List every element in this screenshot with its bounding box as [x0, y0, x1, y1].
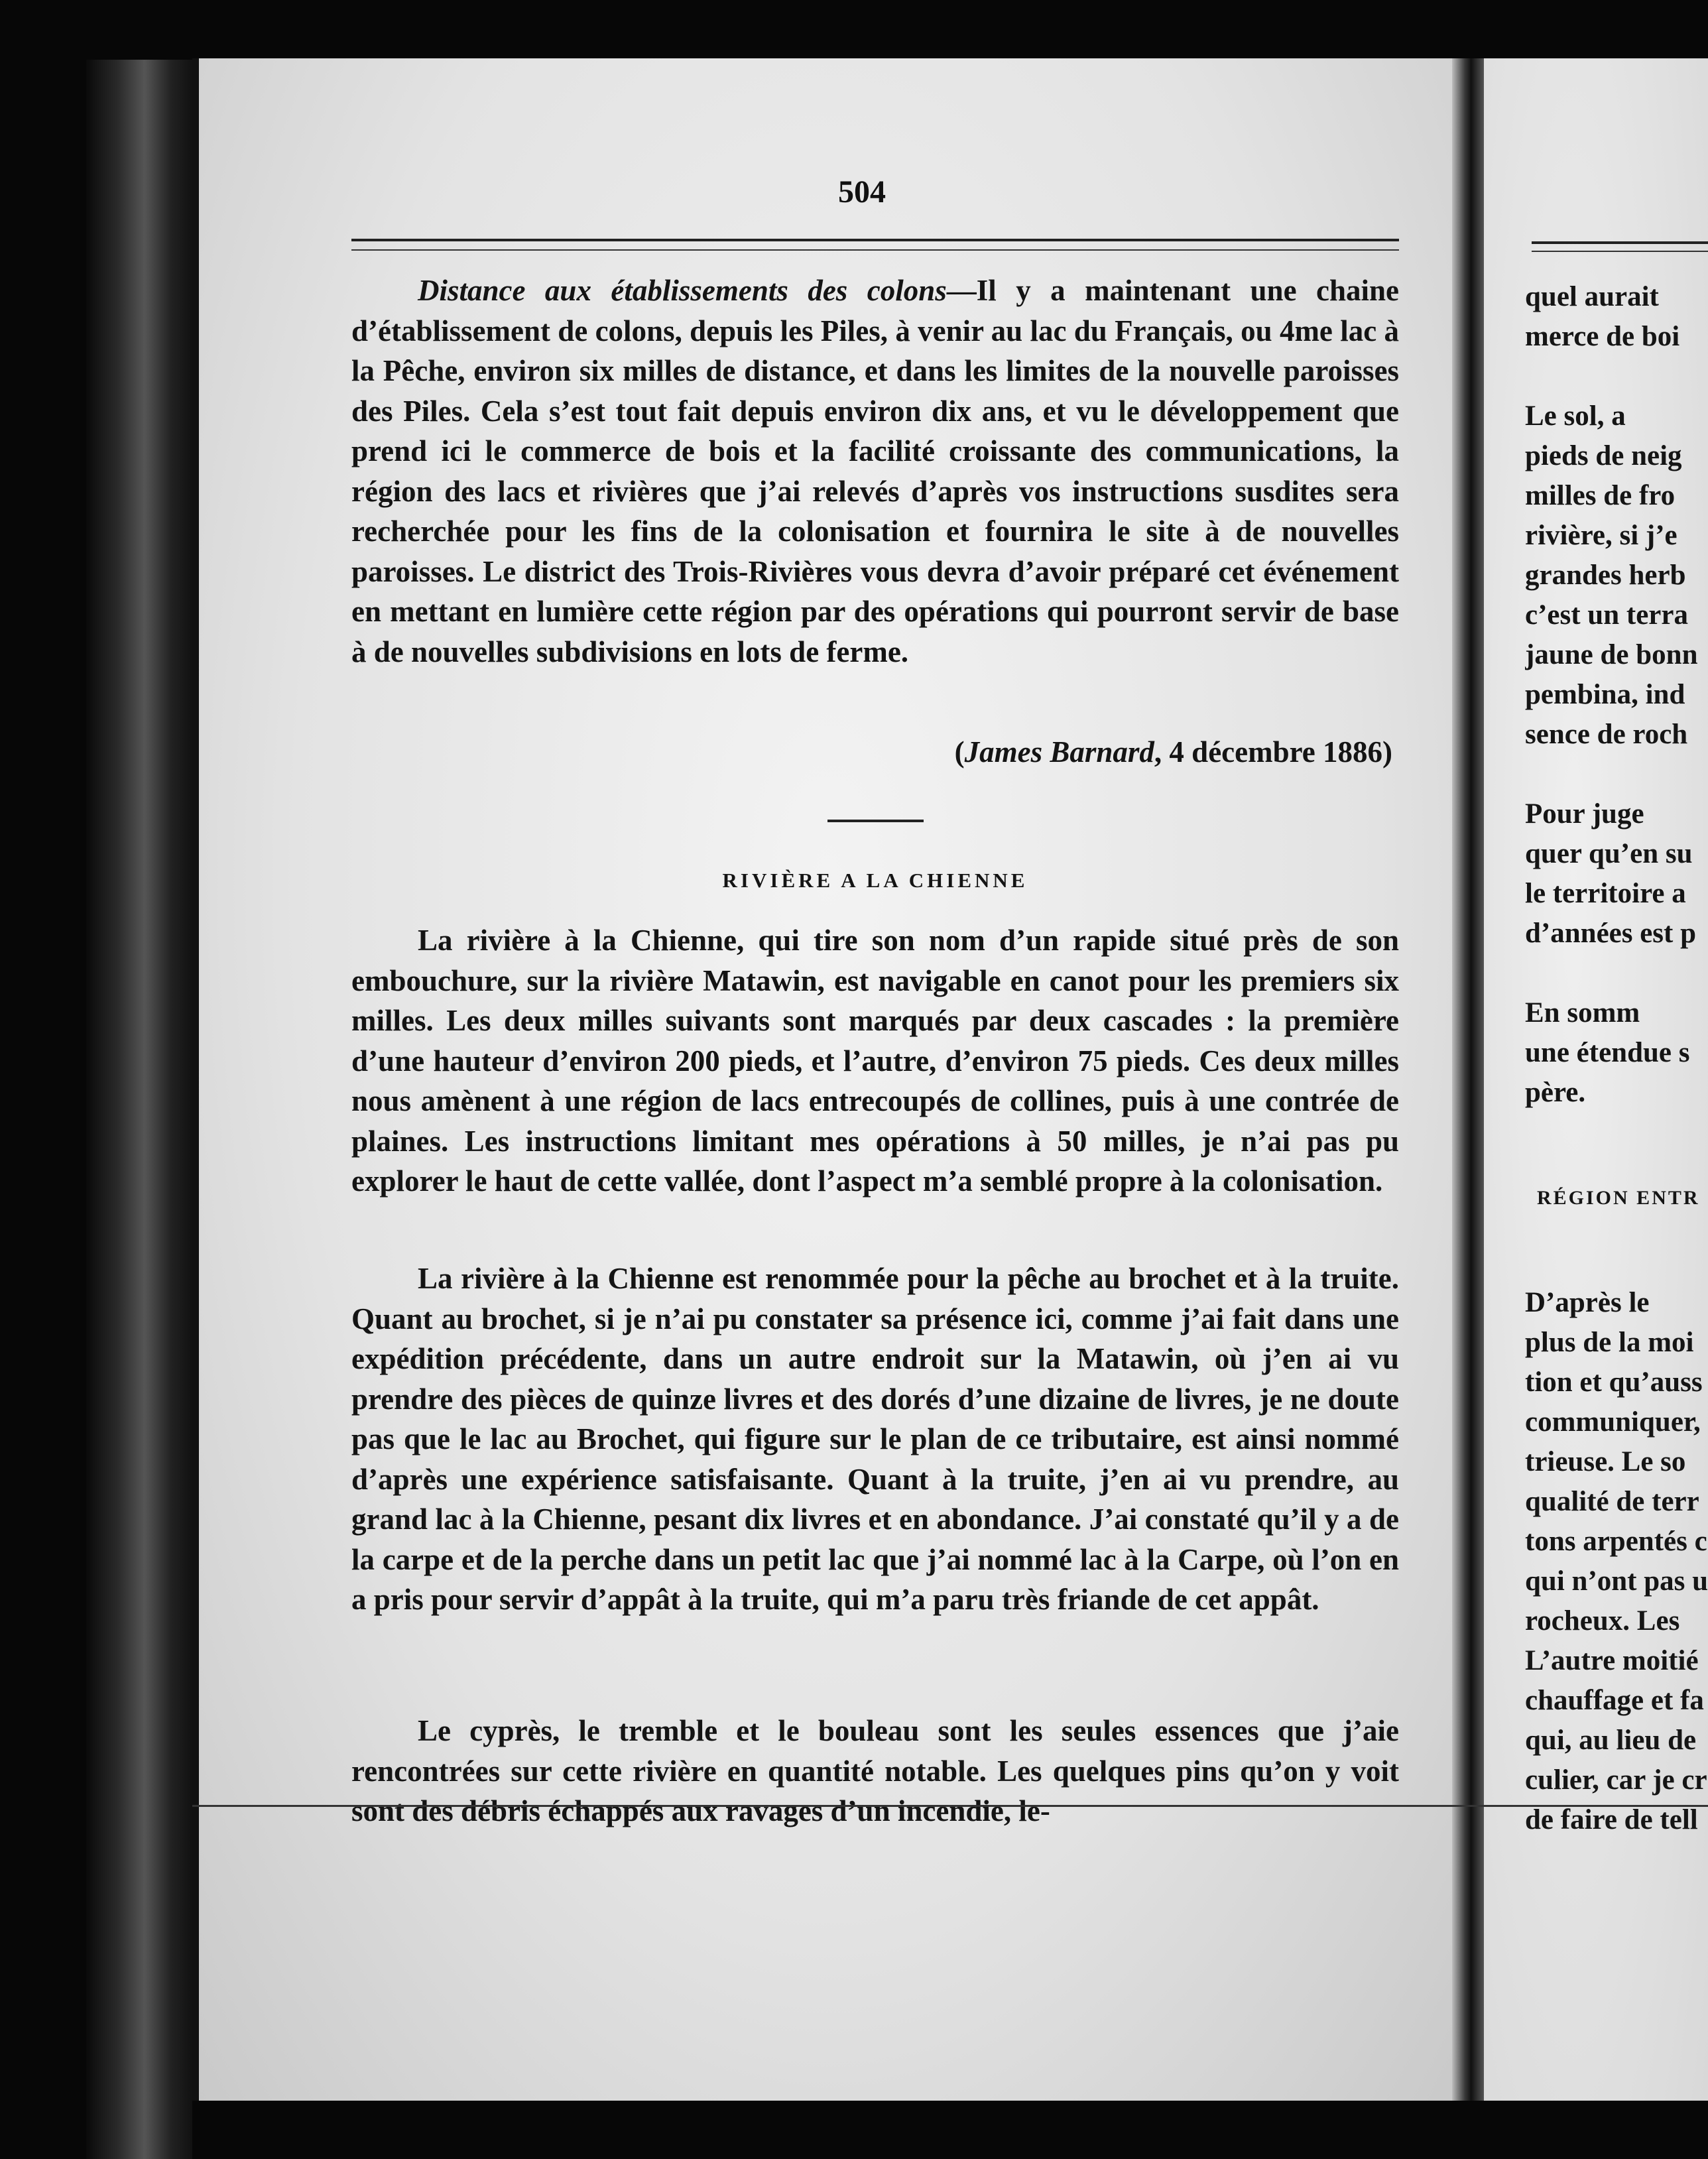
- right-line: chauffage et fa: [1525, 1685, 1704, 1716]
- right-line: quer qu’en su: [1525, 838, 1693, 869]
- right-line: [1525, 755, 1708, 794]
- right-line: En somm: [1525, 997, 1640, 1028]
- right-line: communiquer,: [1525, 1406, 1701, 1438]
- section-heading: RIVIÈRE A LA CHIENNE: [722, 869, 1028, 892]
- right-line: plus de la moi: [1525, 1327, 1694, 1358]
- right-line: père.: [1525, 1077, 1586, 1108]
- right-line: pembina, ind: [1525, 679, 1685, 710]
- right-line: d’années est p: [1525, 918, 1697, 949]
- right-line: de faire de tell: [1525, 1804, 1698, 1835]
- signature: [663, 735, 1392, 769]
- distance-heading: Distance aux établissements des colons: [418, 274, 947, 307]
- right-line: D’après le: [1525, 1287, 1650, 1318]
- signature-date: , 4 décembre 1886): [1154, 735, 1392, 769]
- right-header-rule: [1532, 241, 1708, 252]
- header-rule: [351, 239, 1399, 251]
- scan-crease-line: [192, 1805, 1708, 1807]
- signature-author: James Barnard: [964, 735, 1154, 769]
- right-line: tons arpentés c: [1525, 1526, 1707, 1557]
- right-line: sence de roch: [1525, 719, 1688, 750]
- paragraph-fishing: [351, 1259, 1399, 1620]
- right-line: pieds de neig: [1525, 440, 1682, 471]
- page-gutter: [1452, 58, 1484, 2101]
- right-line: une étendue s: [1525, 1037, 1690, 1068]
- right-line: le territoire a: [1525, 878, 1686, 909]
- right-line: merce de boi: [1525, 321, 1680, 352]
- right-section-heading: RÉGION ENTR: [1537, 1187, 1700, 1209]
- section-divider: [827, 820, 924, 822]
- right-line: grandes herb: [1525, 560, 1686, 591]
- right-line: c’est un terra: [1525, 599, 1688, 631]
- right-line: trieuse. Le so: [1525, 1446, 1686, 1477]
- right-line: qualité de terr: [1525, 1486, 1699, 1517]
- page-number: 504: [838, 174, 886, 210]
- right-line: qui, au lieu de: [1525, 1725, 1697, 1756]
- right-line: quel aurait: [1525, 281, 1659, 312]
- paragraph-navigation: [351, 920, 1399, 1202]
- paragraph-text: La rivière à la Chienne est renommée pour la pêche au brochet et à la truite. Quant au brochet, si je n’ai pu constater sa présence ici, comme j’ai fait dans une expédition précédente, dans un autre endroit sur la Matawin, où j’en ai vu prendre des pièces de quinze livres et des dorés d’une dizaine de livres, je ne doute pas que le lac au Brochet, qui figure sur le plan de ce tributaire, est ainsi nommé d’après une expérience satisfaisante. Quant à la truite, j’en ai vu prendre, au grand lac à la Chienne, pesant dix livres et en abondance. J’ai constaté qu’il y a de la carpe et de la perche dans un petit lac que j’ai nommé lac à la Carpe, où l’on en a pris pour servir d’appât à la truite, qui m’a paru très friande de cet appât.: [351, 1262, 1399, 1616]
- right-line: qui n’ont pas u: [1525, 1566, 1708, 1597]
- distance-paragraph: [351, 271, 1399, 672]
- right-line: [1525, 954, 1708, 993]
- right-line: [1525, 357, 1708, 397]
- paragraph-trees: [351, 1711, 1399, 1831]
- right-line: Pour juge: [1525, 798, 1644, 830]
- paragraph-text: Le cyprès, le tremble et le bouleau sont les seules essences que j’aie rencontrées sur cette rivière en quantité notable. Les quelques pins qu’on y voit sont des débris échappés aux ravages d’un incendie, le-: [351, 1714, 1399, 1827]
- right-line: milles de fro: [1525, 480, 1676, 511]
- signature-open: (: [954, 735, 965, 769]
- distance-text: —Il y a maintenant une chaine d’établissement de colons, depuis les Piles, à venir au lac du Français, ou 4me lac à la Pêche, environ six milles de distance, et dans les limites de la nouvelle paroisses des Piles. Cela s’est tout fait depuis environ dix ans, et vu le développement que prend ici le commerce de bois et la facilité croissante des communications, la région des lacs et rivières que j’ai relevés d’après vos instructions susdites sera recherchée pour les fins de la colonisation et fournira le site à de nouvelles paroisses. Le district des Trois-Rivières vous devra d’avoir préparé cet événement en mettant en lumière cette région par des opérations qui pourront servir de base à de nouvelles subdivisions en lots de ferme.: [351, 274, 1400, 668]
- right-line: L’autre moitié: [1525, 1645, 1699, 1676]
- paragraph-text: La rivière à la Chienne, qui tire son nom d’un rapide situé près de son embouchure, sur la rivière Matawin, est navigable en canot pour les premiers six milles. Les deux milles suivants sont marqués par deux cascades : la première d’une hauteur d’environ 200 pieds, et l’autre, d’environ 75 pieds. Ces deux milles nous amènent à une région de lacs entrecoupés de collines, puis à une contrée de plaines. Les instructions limitant mes opérations à 50 milles, je n’ai pas pu explorer le haut de cette vallée, dont l’aspect m’a semblé propre à la colonisation.: [351, 924, 1399, 1198]
- right-line: Le sol, a: [1525, 401, 1626, 432]
- right-line: tion et qu’auss: [1525, 1367, 1703, 1398]
- right-page-text-bottom: [1525, 1283, 1708, 1840]
- right-line: rivière, si j’e: [1525, 520, 1677, 551]
- right-page-text-top: [1525, 277, 1708, 1113]
- right-line: culier, car je cr: [1525, 1764, 1707, 1796]
- film-edge: [86, 60, 192, 2159]
- right-line: rocheux. Les: [1525, 1605, 1680, 1636]
- right-line: jaune de bonn: [1525, 639, 1698, 670]
